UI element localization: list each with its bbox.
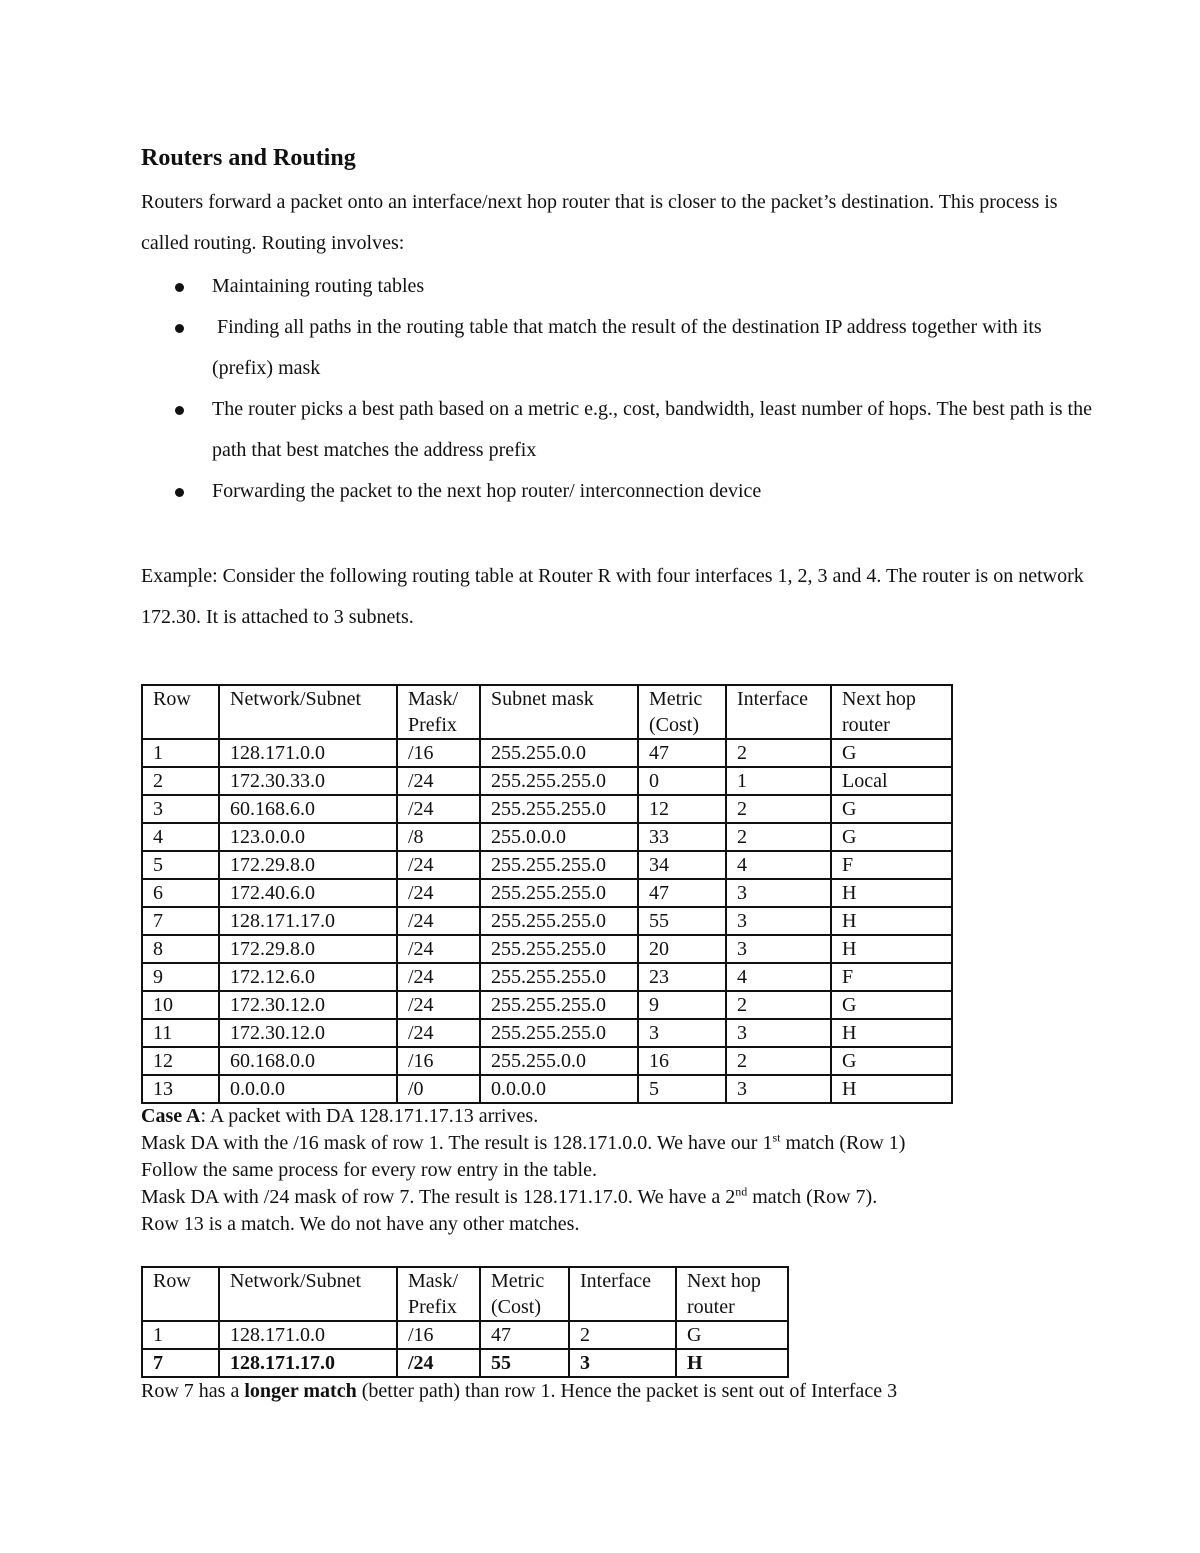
table-cell: 11	[142, 1019, 219, 1047]
table-row	[142, 907, 952, 935]
table-cell: /24	[397, 767, 480, 795]
table-cell: 3	[726, 935, 831, 963]
table-cell: 2	[726, 739, 831, 767]
table-cell: G	[831, 795, 952, 823]
table-cell: 172.29.8.0	[219, 851, 397, 879]
table-row	[142, 795, 952, 823]
table-row	[142, 767, 952, 795]
list-item: Maintaining routing tables	[141, 266, 1101, 307]
table-cell: /0	[397, 1075, 480, 1103]
table-cell: 4	[726, 963, 831, 991]
table-row	[142, 739, 952, 767]
list-item: Forwarding the packet to the next hop router/ interconnection device	[141, 471, 1101, 512]
column-header: Metric (Cost)	[638, 685, 726, 739]
table-row	[142, 1321, 788, 1349]
table-cell: 255.255.255.0	[480, 879, 638, 907]
table-cell: 0.0.0.0	[480, 1075, 638, 1103]
table-cell: 255.255.0.0	[480, 1047, 638, 1075]
page-title: Routers and Routing	[141, 145, 356, 171]
table-cell: 9	[638, 991, 726, 1019]
table-cell: 1	[142, 1321, 219, 1349]
table-cell: 255.255.255.0	[480, 935, 638, 963]
table-cell: H	[831, 879, 952, 907]
table-cell: 7	[142, 1349, 219, 1377]
column-header: Interface	[726, 685, 831, 739]
table-cell: /24	[397, 907, 480, 935]
case-a-line: Mask DA with the /16 mask of row 1. The result is 128.171.0.0. We have our 1st match (Row 1)	[141, 1130, 906, 1154]
table-row	[142, 823, 952, 851]
table-cell: H	[831, 1075, 952, 1103]
list-item: The router picks a best path based on a metric e.g., cost, bandwidth, least number of hops. The best path is the path that best matches the address prefix	[141, 389, 1101, 471]
matches-table	[141, 1266, 789, 1378]
column-header: Mask/ Prefix	[397, 1267, 480, 1321]
case-a-explanation	[141, 1103, 1101, 1238]
table-cell: G	[831, 1047, 952, 1075]
table-cell: 10	[142, 991, 219, 1019]
table-cell: 2	[726, 823, 831, 851]
table-cell: 255.255.0.0	[480, 739, 638, 767]
table-cell: 255.255.255.0	[480, 795, 638, 823]
table-cell: G	[831, 991, 952, 1019]
case-a-line: Case A: A packet with DA 128.171.17.13 arrives.	[141, 1105, 539, 1127]
case-a-line: Follow the same process for every row entry in the table.	[141, 1159, 597, 1181]
table-cell: F	[831, 963, 952, 991]
column-header: Row	[142, 685, 219, 739]
routing-steps-list	[141, 266, 1101, 512]
table-cell: 255.255.255.0	[480, 907, 638, 935]
table-cell: 2	[726, 1047, 831, 1075]
case-a-line: Row 13 is a match. We do not have any other matches.	[141, 1213, 580, 1235]
bullet-icon	[175, 283, 184, 292]
example-paragraph: Example: Consider the following routing table at Router R with four interfaces 1, 2, 3 and 4. The router is on network 172.30. It is attached to 3 subnets.	[141, 565, 1084, 628]
table-cell: G	[831, 823, 952, 851]
table-cell: /24	[397, 795, 480, 823]
table-cell: 3	[142, 795, 219, 823]
table-cell: 16	[638, 1047, 726, 1075]
table-cell: H	[831, 907, 952, 935]
table-cell: 2	[142, 767, 219, 795]
table-cell: 47	[638, 879, 726, 907]
table-cell: 47	[638, 739, 726, 767]
table-cell: H	[676, 1349, 788, 1377]
table-row	[142, 991, 952, 1019]
table-cell: 255.255.255.0	[480, 991, 638, 1019]
table-row	[142, 851, 952, 879]
table-cell: /24	[397, 1349, 480, 1377]
table-cell: 55	[638, 907, 726, 935]
table-cell: 8	[142, 935, 219, 963]
table-cell: 172.30.33.0	[219, 767, 397, 795]
table-cell: /24	[397, 851, 480, 879]
table-cell: 2	[726, 795, 831, 823]
table-row	[142, 1047, 952, 1075]
table-cell: 60.168.6.0	[219, 795, 397, 823]
column-header: Network/Subnet	[219, 1267, 397, 1321]
table-cell: 7	[142, 907, 219, 935]
table-row	[142, 1349, 788, 1377]
table-cell: 172.30.12.0	[219, 991, 397, 1019]
table-cell: 255.255.255.0	[480, 851, 638, 879]
intro-paragraph: Routers forward a packet onto an interface/next hop router that is closer to the packet’s destination. This process is called routing. Routing involves:	[141, 191, 1058, 254]
bullet-icon	[175, 488, 184, 497]
table-cell: 3	[638, 1019, 726, 1047]
table-cell: /16	[397, 1047, 480, 1075]
table-cell: /24	[397, 879, 480, 907]
table-cell: 4	[142, 823, 219, 851]
table-cell: G	[676, 1321, 788, 1349]
table-cell: 0	[638, 767, 726, 795]
table-row	[142, 879, 952, 907]
table-cell: 3	[726, 907, 831, 935]
table-cell: 60.168.0.0	[219, 1047, 397, 1075]
table-cell: 2	[726, 991, 831, 1019]
table-cell: 2	[569, 1321, 676, 1349]
table-cell: /16	[397, 739, 480, 767]
column-header: Mask/ Prefix	[397, 685, 480, 739]
table-cell: 3	[726, 1019, 831, 1047]
column-header: Interface	[569, 1267, 676, 1321]
table-cell: H	[831, 935, 952, 963]
case-a-label: Case A	[141, 1105, 201, 1127]
table-cell: 255.255.255.0	[480, 1019, 638, 1047]
table-cell: /24	[397, 991, 480, 1019]
table-cell: 3	[726, 879, 831, 907]
table-cell: 9	[142, 963, 219, 991]
table-cell: 33	[638, 823, 726, 851]
bullet-icon	[175, 324, 184, 333]
column-header: Network/Subnet	[219, 685, 397, 739]
table-cell: 6	[142, 879, 219, 907]
table-cell: 172.29.8.0	[219, 935, 397, 963]
table-header-row	[142, 1267, 788, 1321]
table-cell: /8	[397, 823, 480, 851]
table-cell: /24	[397, 935, 480, 963]
table-cell: G	[831, 739, 952, 767]
list-item: Finding all paths in the routing table that match the result of the destination IP address together with its (prefix) mask	[141, 307, 1101, 389]
table-cell: 0.0.0.0	[219, 1075, 397, 1103]
column-header: Next hop router	[676, 1267, 788, 1321]
table-cell: 12	[638, 795, 726, 823]
table-cell: 172.40.6.0	[219, 879, 397, 907]
table-cell: Local	[831, 767, 952, 795]
table-cell: 255.0.0.0	[480, 823, 638, 851]
table-row	[142, 1075, 952, 1103]
table-cell: /24	[397, 963, 480, 991]
table-cell: 255.255.255.0	[480, 767, 638, 795]
table-cell: /16	[397, 1321, 480, 1349]
table-cell: 172.12.6.0	[219, 963, 397, 991]
table-cell: 128.171.0.0	[219, 1321, 397, 1349]
table-cell: F	[831, 851, 952, 879]
column-header: Subnet mask	[480, 685, 638, 739]
table-header-row	[142, 685, 952, 739]
column-header: Next hop router	[831, 685, 952, 739]
routing-table	[141, 684, 953, 1104]
table-cell: 47	[480, 1321, 569, 1349]
table-cell: 123.0.0.0	[219, 823, 397, 851]
table-cell: 172.30.12.0	[219, 1019, 397, 1047]
table-cell: 1	[142, 739, 219, 767]
table-cell: 3	[569, 1349, 676, 1377]
table-cell: 4	[726, 851, 831, 879]
table-cell: 1	[726, 767, 831, 795]
table-cell: 128.171.17.0	[219, 1349, 397, 1377]
bullet-icon	[175, 406, 184, 415]
table-cell: 23	[638, 963, 726, 991]
column-header: Metric (Cost)	[480, 1267, 569, 1321]
table-cell: 255.255.255.0	[480, 963, 638, 991]
conclusion-paragraph: Row 7 has a longer match (better path) than row 1. Hence the packet is sent out of Interface 3	[141, 1380, 898, 1402]
table-cell: 128.171.0.0	[219, 739, 397, 767]
table-cell: 128.171.17.0	[219, 907, 397, 935]
case-a-line: Mask DA with /24 mask of row 7. The result is 128.171.17.0. We have a 2nd match (Row 7).	[141, 1184, 878, 1208]
table-row	[142, 935, 952, 963]
table-cell: H	[831, 1019, 952, 1047]
table-row	[142, 1019, 952, 1047]
table-cell: 5	[142, 851, 219, 879]
table-cell: 3	[726, 1075, 831, 1103]
table-cell: 20	[638, 935, 726, 963]
table-cell: 12	[142, 1047, 219, 1075]
table-cell: 55	[480, 1349, 569, 1377]
table-cell: 13	[142, 1075, 219, 1103]
table-cell: 5	[638, 1075, 726, 1103]
column-header: Row	[142, 1267, 219, 1321]
table-row	[142, 963, 952, 991]
table-cell: 34	[638, 851, 726, 879]
table-cell: /24	[397, 1019, 480, 1047]
